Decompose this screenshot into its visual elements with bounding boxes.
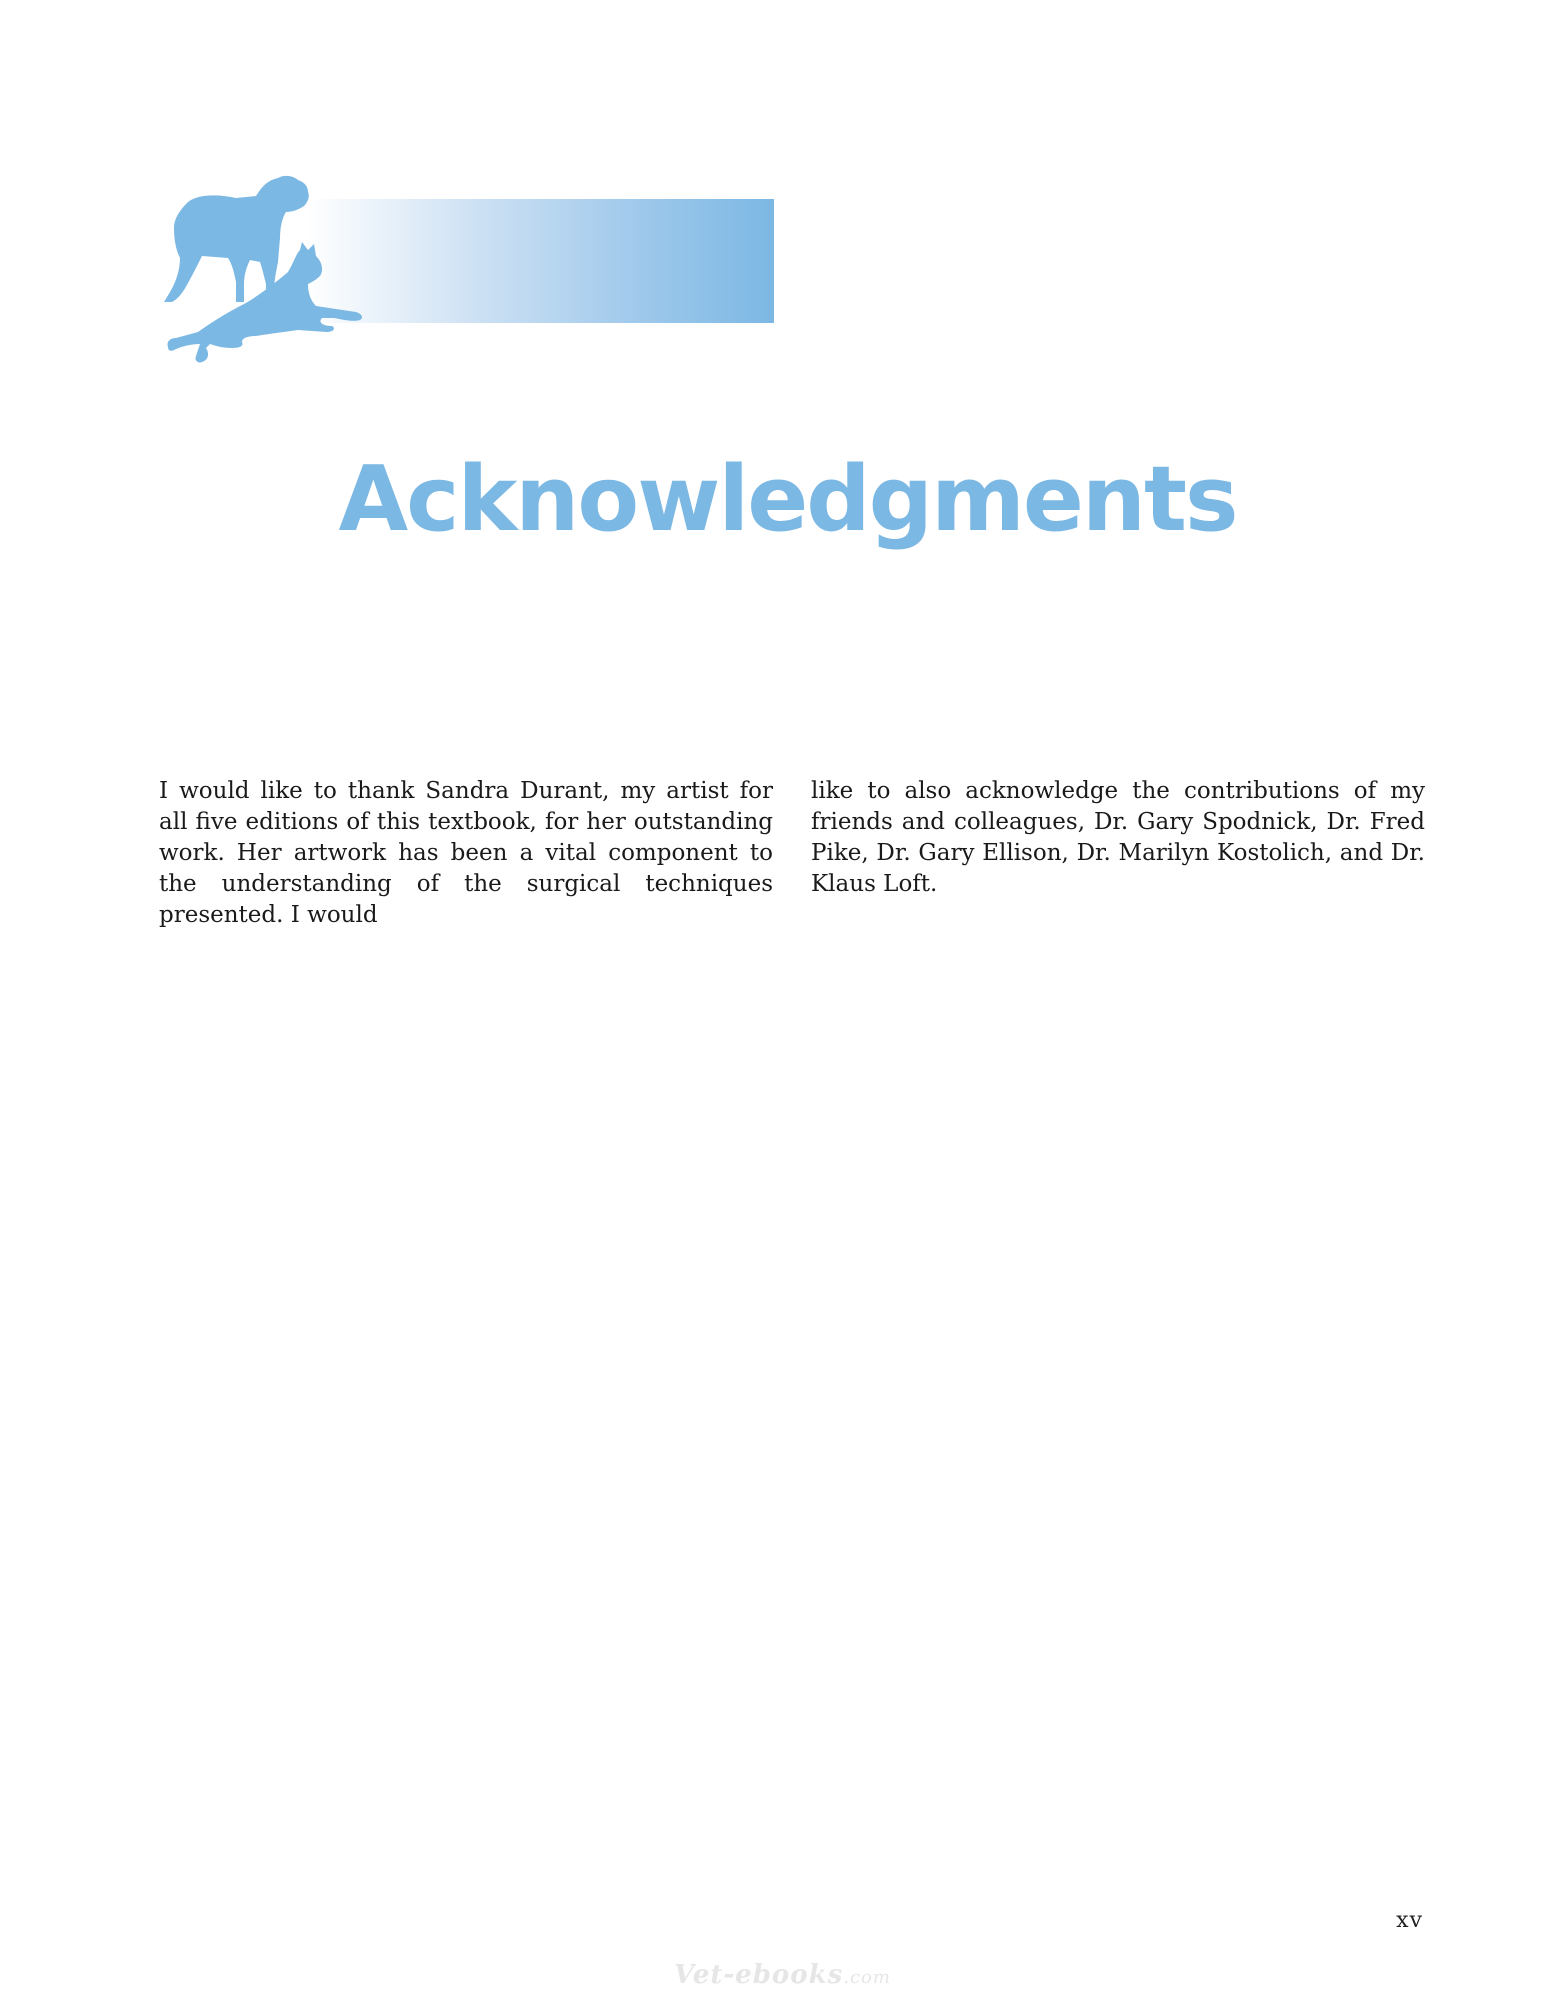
- watermark-suffix: .com: [843, 1967, 891, 1988]
- body-text-columns: [159, 753, 1425, 954]
- chapter-header-banner: [158, 172, 774, 367]
- body-text-column-left: I would like to thank Sandra Durant, my artist for all five editions of this textbook, for her outstanding work. Her artwork has been a vital component to the understanding of the surgical techniques presented. I would: [159, 778, 773, 928]
- watermark-text: Vet-ebooks: [674, 1960, 844, 1990]
- page-number: xv: [1396, 1908, 1423, 1933]
- body-text-column-right: like to also acknowledge the contributions of my friends and colleagues, Dr. Gary Spodnick, Dr. Fred Pike, Dr. Gary Ellison, Dr. Marilyn Kostolich, and Dr. Klaus Loft.: [811, 778, 1425, 897]
- page-title: Acknowledgments: [338, 447, 1237, 552]
- watermark: [0, 1960, 1565, 1990]
- dog-and-cat-silhouette-icon: [158, 172, 388, 367]
